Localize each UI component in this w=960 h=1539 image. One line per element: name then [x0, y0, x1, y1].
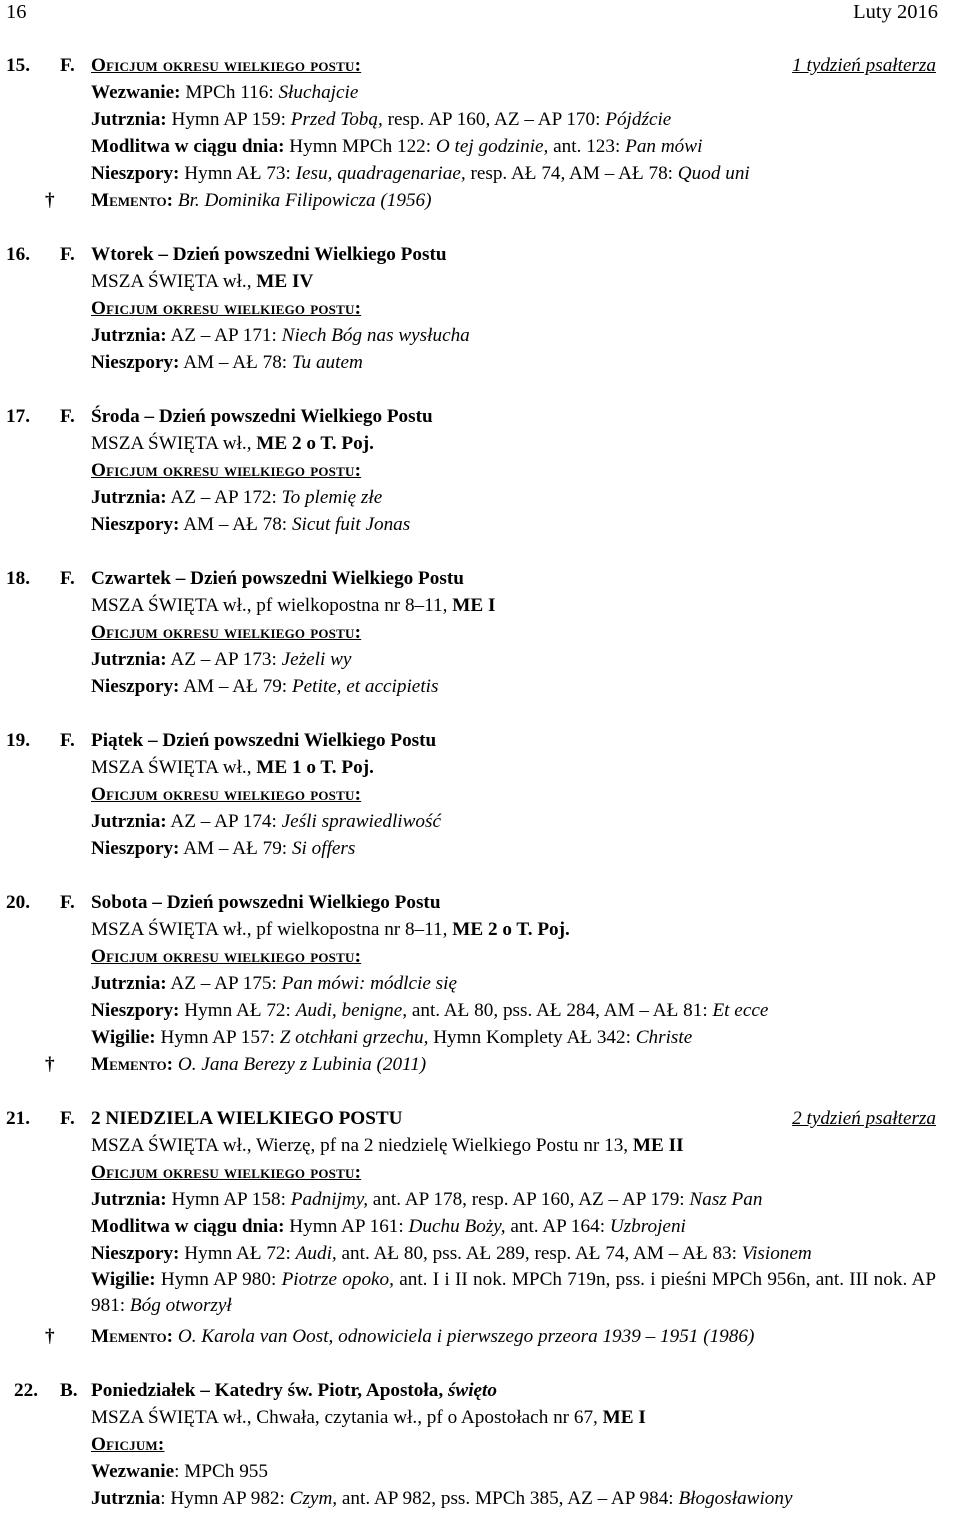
oficjum-line: Oficjum okresu wielkiego postu: [91, 946, 362, 967]
entry-16 [0, 241, 960, 376]
entry-heading [0, 889, 960, 916]
entry-18 [0, 565, 960, 700]
wigilie-line: Wigilie: Hymn AP 157: Z otchłani grzechu, Hymn Komplety AŁ 342: Christe [91, 1027, 693, 1048]
month-year: Luty 2016 [853, 1, 938, 23]
entry-22 [0, 1377, 960, 1512]
day-code: F. [60, 892, 75, 913]
day-code: B. [60, 1380, 78, 1401]
entry-heading [0, 565, 960, 592]
day-code: F. [60, 730, 75, 751]
page-number: 16 [6, 1, 27, 23]
entry-heading [0, 403, 960, 430]
memento-line: † Memento: O. Jana Berezy z Lubinia (2011) [0, 1051, 960, 1078]
day-number: 17. [6, 406, 30, 427]
day-code: F. [60, 1108, 75, 1129]
msza-line: MSZA ŚWIĘTA wł., ME IV [91, 271, 314, 292]
jutrznia-line: Jutrznia: AZ – AP 175: Pan mówi: módlcie się [91, 973, 457, 994]
day-title: Poniedziałek – Katedry św. Piotr, Apostoła, [91, 1380, 444, 1401]
msza-line: MSZA ŚWIĘTA wł., ME 1 o T. Poj. [91, 757, 374, 778]
nieszpory-line: Nieszpory: Hymn AŁ 73: Iesu, quadragenariae, resp. AŁ 74, AM – AŁ 78: Quod uni [91, 163, 750, 184]
day-number: 22. [14, 1380, 38, 1401]
entry-heading [0, 727, 960, 754]
oficjum-line: Oficjum okresu wielkiego postu: [91, 622, 362, 643]
modlitwa-line: Modlitwa w ciągu dnia: Hymn AP 161: Duchu Boży, ant. AP 164: Uzbrojeni [91, 1216, 686, 1237]
entry-heading [0, 1105, 960, 1132]
wezwanie-line: Wezwanie: MPCh 116: Słuchajcie [91, 82, 359, 103]
modlitwa-line: Modlitwa w ciągu dnia: Hymn MPCh 122: O tej godzinie, ant. 123: Pan mówi [91, 136, 703, 157]
day-title: 2 NIEDZIELA WIELKIEGO POSTU [91, 1108, 403, 1129]
nieszpory-line: Nieszpory: AM – AŁ 79: Petite, et accipietis [91, 676, 439, 697]
day-code: F. [60, 406, 75, 427]
oficjum-line: Oficjum okresu wielkiego postu: [91, 298, 362, 319]
msza-line: MSZA ŚWIĘTA wł., Wierzę, pf na 2 niedzielę Wielkiego Postu nr 13, ME II [91, 1135, 684, 1156]
entry-heading [0, 1377, 960, 1404]
day-number: 16. [6, 244, 30, 265]
day-title: Wtorek – Dzień powszedni Wielkiego Postu [91, 244, 447, 265]
day-rank: święto [443, 1380, 497, 1401]
oficjum-line: Oficjum okresu wielkiego postu: [91, 1162, 362, 1183]
page-header [0, 0, 960, 27]
dagger-icon: † [45, 190, 55, 211]
nieszpory-line: Nieszpory: AM – AŁ 78: Sicut fuit Jonas [91, 514, 411, 535]
day-code: F. [60, 568, 75, 589]
entry-20 [0, 889, 960, 1078]
msza-line: MSZA ŚWIĘTA wł., pf wielkopostna nr 8–11, ME 2 o T. Poj. [91, 919, 570, 940]
memento-line: † Memento: Br. Dominika Filipowicza (1956) [0, 187, 960, 214]
wigilie-line: Wigilie: Hymn AP 980: Piotrze opoko, ant. I i II nok. MPCh 719n, pss. i pieśni MPCh 956n, ant. III nok. AP 981: Bóg otworzył [91, 1269, 936, 1316]
jutrznia-line: Jutrznia: AZ – AP 172: To plemię złe [91, 487, 383, 508]
day-title: Piątek – Dzień powszedni Wielkiego Postu [91, 730, 437, 751]
day-code: F. [60, 244, 75, 265]
dagger-icon: † [45, 1054, 55, 1075]
day-title: Czwartek – Dzień powszedni Wielkiego Postu [91, 568, 464, 589]
day-number: 21. [6, 1108, 30, 1129]
day-code: F. [60, 55, 75, 76]
day-number: 18. [6, 568, 30, 589]
oficjum-heading: Oficjum okresu wielkiego postu: [91, 55, 362, 76]
jutrznia-line: Jutrznia: Hymn AP 159: Przed Tobą, resp. AP 160, AZ – AP 170: Pójdźcie [91, 109, 672, 130]
entry-15 [0, 52, 960, 214]
day-number: 20. [6, 892, 30, 913]
day-number: 19. [6, 730, 30, 751]
memento-line: † Memento: O. Karola van Oost, odnowiciela i pierwszego przeora 1939 – 1951 (1986) [0, 1323, 960, 1350]
day-title: Środa – Dzień powszedni Wielkiego Postu [91, 406, 433, 427]
nieszpory-line: Nieszpory: AM – AŁ 78: Tu autem [91, 352, 363, 373]
psalter-week: 2 tydzień psałterza [792, 1108, 936, 1129]
jutrznia-line: Jutrznia: Hymn AP 158: Padnijmy, ant. AP 178, resp. AP 160, AZ – AP 179: Nasz Pan [91, 1189, 763, 1210]
wezwanie-line: Wezwanie: MPCh 955 [91, 1461, 268, 1482]
entry-19 [0, 727, 960, 862]
entry-heading [0, 241, 960, 268]
day-title: Sobota – Dzień powszedni Wielkiego Postu [91, 892, 441, 913]
oficjum-line: Oficjum: [91, 1434, 165, 1455]
jutrznia-line: Jutrznia: Hymn AP 982: Czym, ant. AP 982, pss. MPCh 385, AZ – AP 984: Błogosławiony [91, 1488, 793, 1509]
entry-17 [0, 403, 960, 538]
oficjum-line: Oficjum okresu wielkiego postu: [91, 784, 362, 805]
dagger-icon: † [45, 1326, 55, 1347]
psalter-week: 1 tydzień psałterza [792, 55, 936, 76]
day-number: 15. [6, 55, 30, 76]
nieszpory-line: Nieszpory: AM – AŁ 79: Si offers [91, 838, 356, 859]
oficjum-line: Oficjum okresu wielkiego postu: [91, 460, 362, 481]
jutrznia-line: Jutrznia: AZ – AP 174: Jeśli sprawiedliwość [91, 811, 442, 832]
entry-heading [0, 52, 960, 79]
entry-21 [0, 1105, 960, 1350]
nieszpory-line: Nieszpory: Hymn AŁ 72: Audi, ant. AŁ 80, pss. AŁ 289, resp. AŁ 74, AM – AŁ 83: Visionem [91, 1243, 812, 1264]
calendar-document [0, 52, 960, 1539]
nieszpory-line: Nieszpory: Hymn AŁ 72: Audi, benigne, ant. AŁ 80, pss. AŁ 284, AM – AŁ 81: Et ecce [91, 1000, 769, 1021]
msza-line: MSZA ŚWIĘTA wł., Chwała, czytania wł., pf o Apostołach nr 67, ME I [91, 1407, 646, 1428]
msza-line: MSZA ŚWIĘTA wł., pf wielkopostna nr 8–11, ME I [91, 595, 496, 616]
jutrznia-line: Jutrznia: AZ – AP 173: Jeżeli wy [91, 649, 352, 670]
jutrznia-line: Jutrznia: AZ – AP 171: Niech Bóg nas wysłucha [91, 325, 470, 346]
msza-line: MSZA ŚWIĘTA wł., ME 2 o T. Poj. [91, 433, 374, 454]
